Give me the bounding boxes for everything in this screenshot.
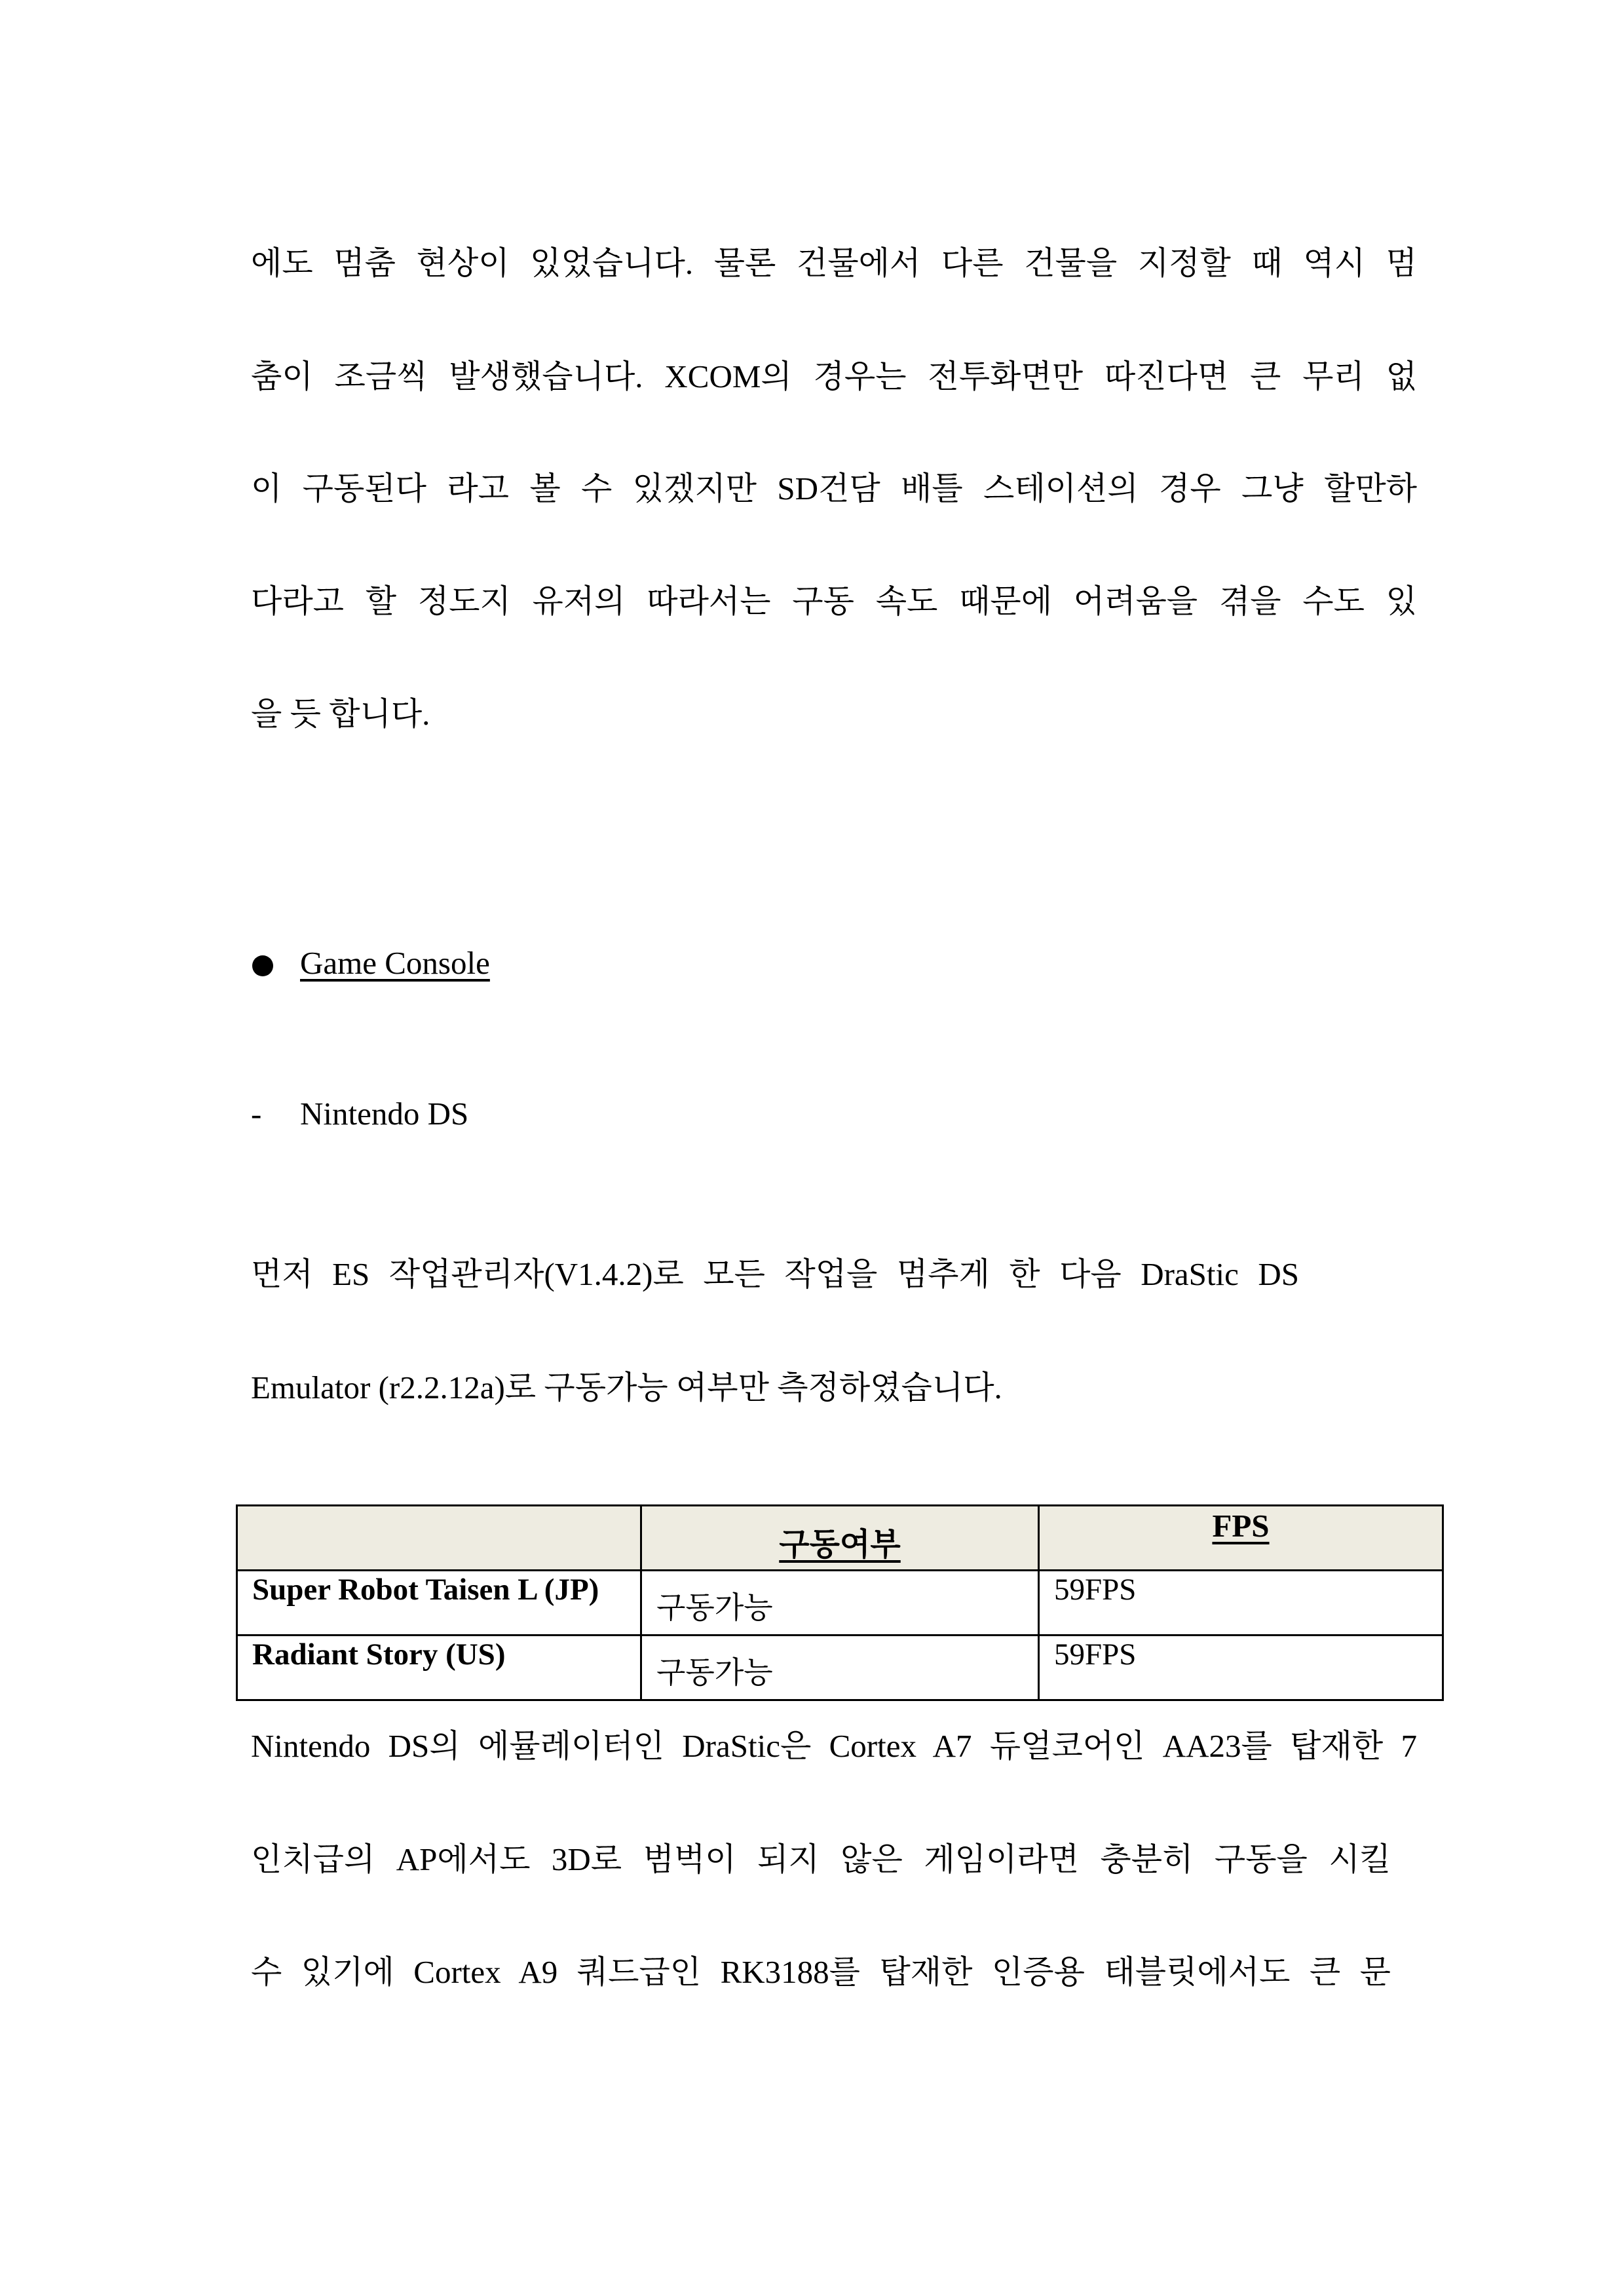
paragraph-1-line-4: 다라고 할 정도지 유저의 따라서는 구동 속도 때문에 어려움을 겪을 수도 있 xyxy=(251,583,1417,619)
paragraph-2-line-2: Emulator (r2.2.12a)로 구동가능 여부만 측정하였습니다. xyxy=(251,1369,1002,1406)
compatibility-table xyxy=(236,1504,1444,1701)
dash-marker: - xyxy=(251,1096,262,1132)
paragraph-3-line-2: 인치급의 AP에서도 3D로 범벅이 되지 않은 게임이라면 충분히 구동을 시킬 xyxy=(251,1841,1391,1877)
header-cell-empty xyxy=(237,1506,641,1571)
paragraph-1-line-3: 이 구동된다 라고 볼 수 있겠지만 SD건담 배틀 스테이션의 경우 그냥 할만하 xyxy=(251,470,1417,507)
section-heading-game-console: Game Console xyxy=(300,945,490,981)
paragraph-1-line-5: 을 듯 합니다. xyxy=(251,696,430,732)
header-cell-fps: FPS xyxy=(1039,1506,1443,1571)
fps-cell: 59FPS xyxy=(1039,1636,1443,1700)
table-header-row xyxy=(237,1506,1443,1571)
bullet-icon xyxy=(252,955,273,976)
game-name-cell: Super Robot Taisen L (JP) xyxy=(237,1571,641,1636)
paragraph-3-line-1: Nintendo DS의 에뮬레이터인 DraStic은 Cortex A7 듀얼코어인 AA23를 탑재한 7 xyxy=(251,1728,1417,1764)
paragraph-1-line-2: 춤이 조금씩 발생했습니다. XCOM의 경우는 전투화면만 따진다면 큰 무리 없 xyxy=(251,358,1417,394)
header-cell-status: 구동여부 xyxy=(641,1506,1039,1571)
paragraph-2-line-1: 먼저 ES 작업관리자(V1.4.2)로 모든 작업을 멈추게 한 다음 DraStic DS xyxy=(251,1256,1299,1292)
table-row xyxy=(237,1636,1443,1700)
status-cell: 구동가능 xyxy=(641,1571,1039,1636)
fps-cell: 59FPS xyxy=(1039,1571,1443,1636)
status-cell: 구동가능 xyxy=(641,1636,1039,1700)
table-row xyxy=(237,1571,1443,1636)
game-name-cell: Radiant Story (US) xyxy=(237,1636,641,1700)
paragraph-3-line-3: 수 있기에 Cortex A9 쿼드급인 RK3188를 탑재한 인증용 태블릿에서도 큰 문 xyxy=(251,1954,1391,1990)
paragraph-1-line-1: 에도 멈춤 현상이 있었습니다. 물론 건물에서 다른 건물을 지정할 때 역시 멈 xyxy=(251,245,1417,281)
subsection-heading-nintendo-ds: Nintendo DS xyxy=(300,1096,469,1132)
